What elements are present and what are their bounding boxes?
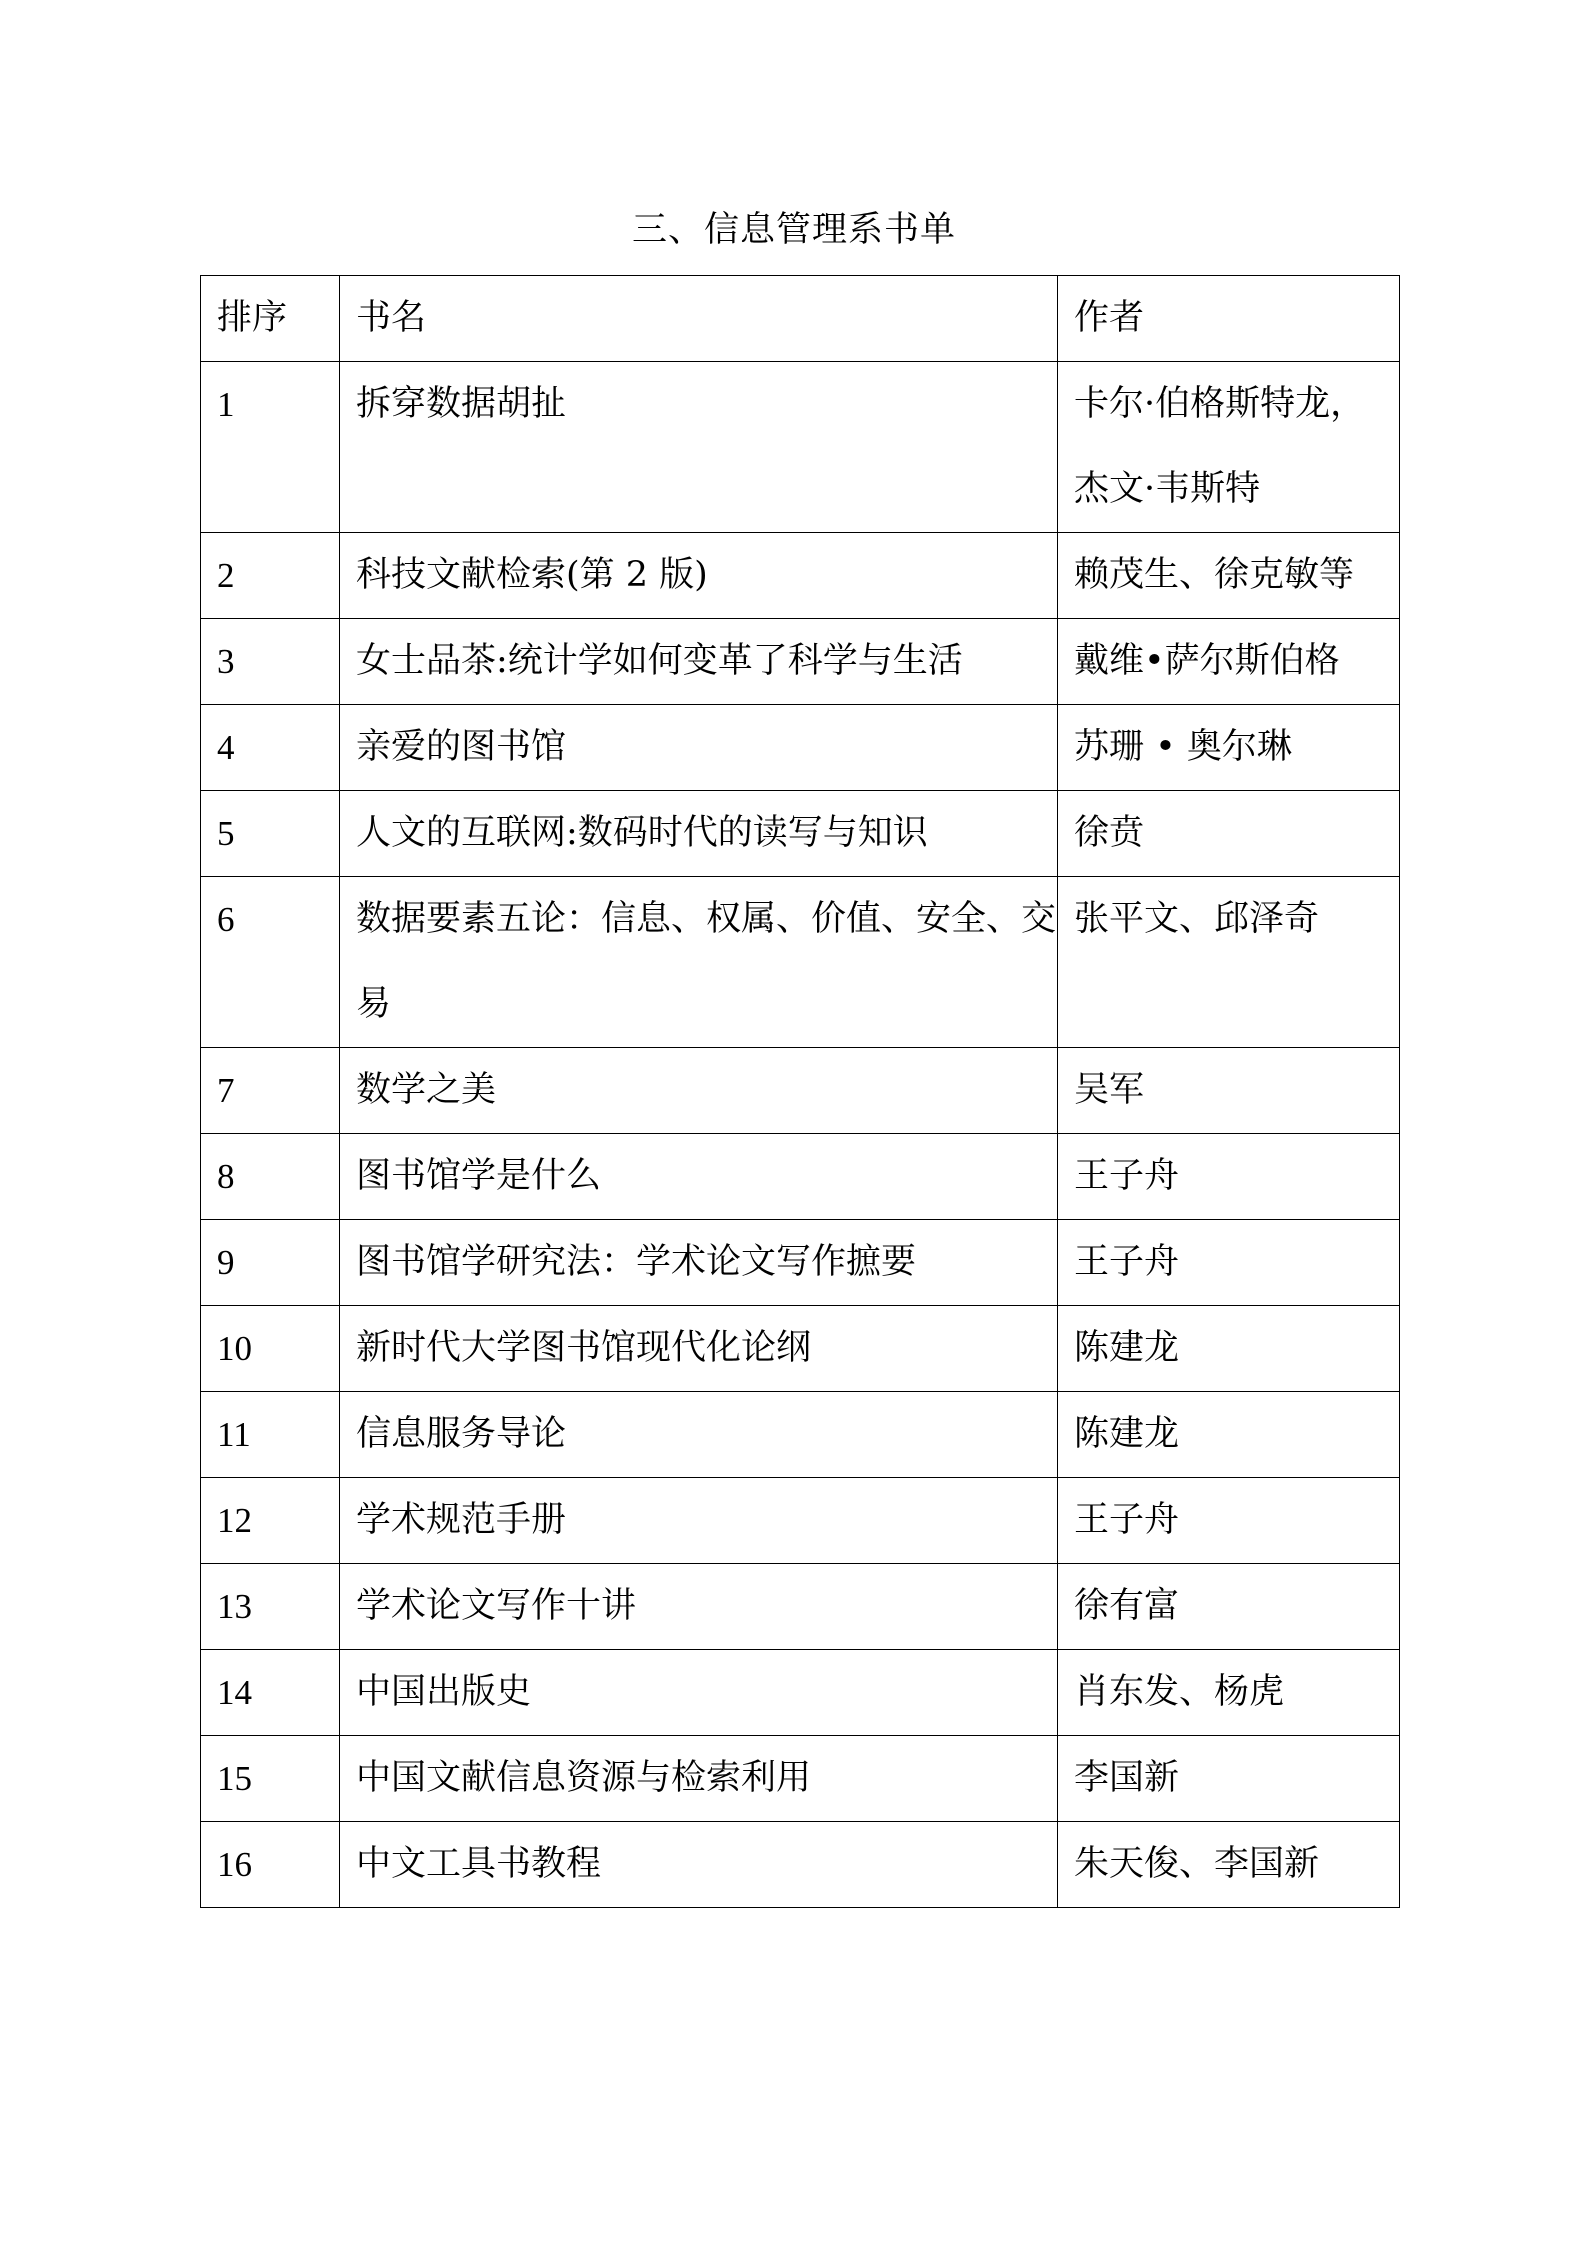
row-rank: 1 xyxy=(201,362,340,533)
row-rank: 14 xyxy=(201,1650,340,1736)
row-author: 戴维•萨尔斯伯格 xyxy=(1058,619,1400,705)
row-title: 中国文献信息资源与检索利用 xyxy=(340,1736,1058,1822)
table-row xyxy=(201,1220,1400,1306)
row-title: 学术规范手册 xyxy=(340,1478,1058,1564)
row-author: 王子舟 xyxy=(1058,1134,1400,1220)
row-rank: 3 xyxy=(201,619,340,705)
table-row xyxy=(201,1392,1400,1478)
row-author: 李国新 xyxy=(1058,1736,1400,1822)
row-author: 苏珊 • 奥尔琳 xyxy=(1058,705,1400,791)
row-rank: 11 xyxy=(201,1392,340,1478)
header-rank: 排序 xyxy=(201,276,340,362)
row-author: 陈建龙 xyxy=(1058,1392,1400,1478)
row-title: 科技文献检索(第 2 版) xyxy=(340,533,1058,619)
row-author: 吴军 xyxy=(1058,1048,1400,1134)
row-rank: 13 xyxy=(201,1564,340,1650)
row-rank: 6 xyxy=(201,877,340,1048)
row-rank: 7 xyxy=(201,1048,340,1134)
row-author: 徐有富 xyxy=(1058,1564,1400,1650)
row-title: 中文工具书教程 xyxy=(340,1822,1058,1908)
table-row xyxy=(201,1564,1400,1650)
row-title: 女士品茶:统计学如何变革了科学与生活 xyxy=(340,619,1058,705)
row-rank: 8 xyxy=(201,1134,340,1220)
table-row xyxy=(201,877,1400,1048)
row-title: 信息服务导论 xyxy=(340,1392,1058,1478)
page-title: 三、信息管理系书单 xyxy=(631,210,956,250)
row-author: 卡尔·伯格斯特龙，杰文·韦斯特 xyxy=(1058,362,1400,533)
row-rank: 10 xyxy=(201,1306,340,1392)
table-row xyxy=(201,619,1400,705)
row-title: 亲爱的图书馆 xyxy=(340,705,1058,791)
row-title: 图书馆学是什么 xyxy=(340,1134,1058,1220)
row-title: 人文的互联网:数码时代的读写与知识 xyxy=(340,791,1058,877)
row-title: 新时代大学图书馆现代化论纲 xyxy=(340,1306,1058,1392)
table-header-row xyxy=(201,276,1400,362)
row-rank: 4 xyxy=(201,705,340,791)
row-rank: 9 xyxy=(201,1220,340,1306)
row-rank: 12 xyxy=(201,1478,340,1564)
table-row xyxy=(201,791,1400,877)
row-author: 朱天俊、李国新 xyxy=(1058,1822,1400,1908)
row-title: 数学之美 xyxy=(340,1048,1058,1134)
table-row xyxy=(201,362,1400,533)
row-author: 赖茂生、徐克敏等 xyxy=(1058,533,1400,619)
table-row xyxy=(201,1650,1400,1736)
row-title: 图书馆学研究法：学术论文写作摭要 xyxy=(340,1220,1058,1306)
table-row xyxy=(201,1048,1400,1134)
header-author: 作者 xyxy=(1058,276,1400,362)
table-row xyxy=(201,1736,1400,1822)
table-row xyxy=(201,1822,1400,1908)
table-row xyxy=(201,1134,1400,1220)
row-author: 王子舟 xyxy=(1058,1220,1400,1306)
row-author: 徐贲 xyxy=(1058,791,1400,877)
row-rank: 15 xyxy=(201,1736,340,1822)
row-title: 学术论文写作十讲 xyxy=(340,1564,1058,1650)
table-row xyxy=(201,1306,1400,1392)
row-author: 陈建龙 xyxy=(1058,1306,1400,1392)
row-author: 王子舟 xyxy=(1058,1478,1400,1564)
table-row xyxy=(201,1478,1400,1564)
table-row xyxy=(201,705,1400,791)
row-author: 肖东发、杨虎 xyxy=(1058,1650,1400,1736)
row-title: 拆穿数据胡扯 xyxy=(340,362,1058,533)
row-title: 数据要素五论：信息、权属、价值、安全、交易 xyxy=(340,877,1058,1048)
row-rank: 2 xyxy=(201,533,340,619)
row-rank: 16 xyxy=(201,1822,340,1908)
row-rank: 5 xyxy=(201,791,340,877)
header-title: 书名 xyxy=(340,276,1058,362)
book-list-table xyxy=(200,275,1400,1908)
table-row xyxy=(201,533,1400,619)
row-author: 张平文、邱泽奇 xyxy=(1058,877,1400,1048)
row-title: 中国出版史 xyxy=(340,1650,1058,1736)
